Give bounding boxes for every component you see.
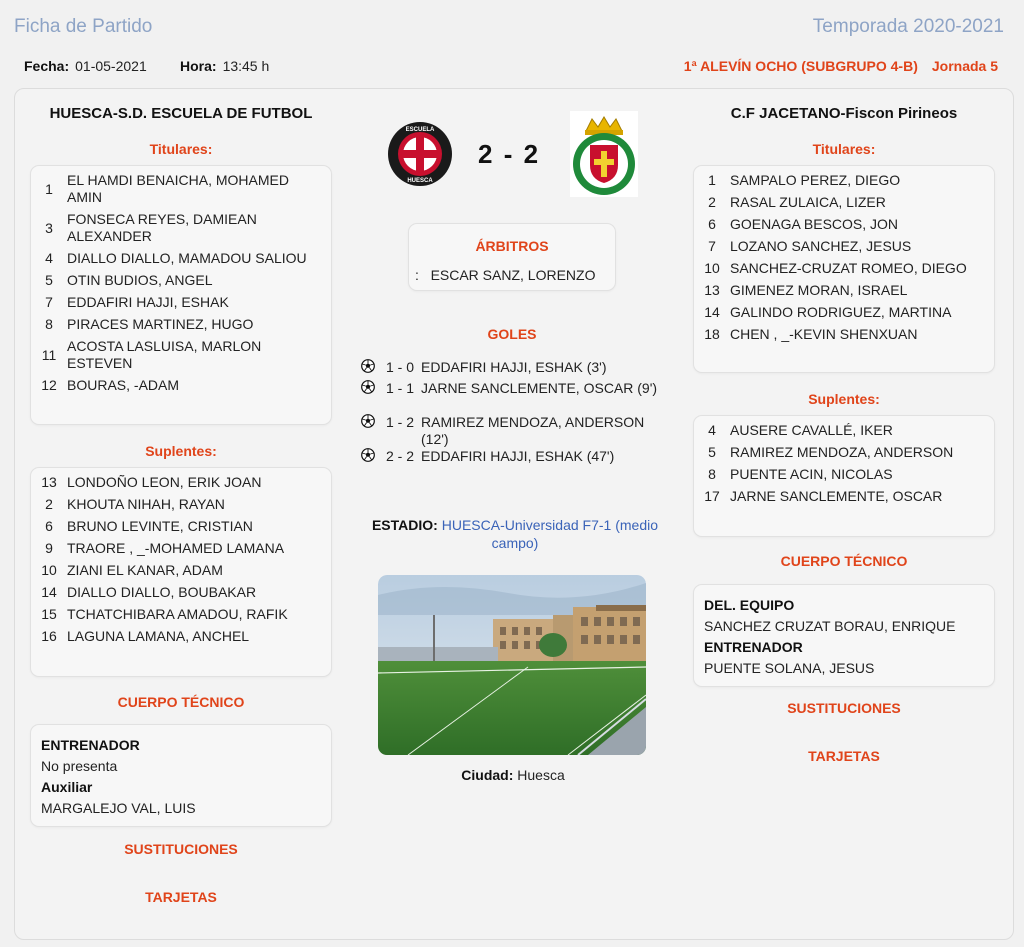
stadium-info: [360, 516, 670, 552]
away-staff-title: CUERPO TÉCNICO: [780, 553, 908, 569]
staff-role: ENTRENADOR: [41, 737, 140, 753]
referee-prefix: :: [415, 267, 419, 283]
goal-scorer: EDDAFIRI HAJJI, ESHAK (47'): [421, 448, 615, 464]
score-away: 2: [523, 139, 541, 169]
goal-row: [361, 359, 661, 377]
player-name[interactable]: DIALLO DIALLO, MAMADOU SALIOU: [67, 250, 307, 266]
player-name[interactable]: BRUNO LEVINTE, CRISTIAN: [67, 518, 253, 534]
referees-title: ÁRBITROS: [475, 238, 549, 254]
player-name[interactable]: SANCHEZ-CRUZAT ROMEO, DIEGO: [730, 260, 967, 276]
away-starters-title: Titulares:: [812, 141, 876, 157]
player-row[interactable]: [694, 172, 994, 189]
soccer-ball-icon: [361, 380, 379, 398]
player-number: 15: [41, 606, 57, 622]
city-label: Ciudad:: [461, 767, 514, 783]
date-value: 01-05-2021: [75, 58, 147, 74]
player-row[interactable]: [31, 377, 331, 394]
away-staff-box: [693, 584, 995, 687]
home-substitutions-title: SUSTITUCIONES: [124, 841, 238, 857]
score-separator: -: [503, 139, 515, 169]
player-number: 11: [41, 346, 57, 363]
away-team-name[interactable]: C.F JACETANO-Fiscon Pirineos: [730, 105, 958, 122]
player-row[interactable]: [31, 211, 331, 245]
player-number: 3: [45, 219, 53, 236]
away-starters-box: [693, 165, 995, 373]
player-name[interactable]: FONSECA REYES, DAMIEAN ALEXANDER: [67, 211, 257, 244]
player-row[interactable]: [694, 282, 994, 299]
player-number: 1: [45, 180, 53, 197]
player-row[interactable]: [31, 628, 331, 645]
away-crest-icon[interactable]: [570, 111, 638, 197]
time-value: 13:45 h: [222, 58, 270, 74]
player-row[interactable]: [31, 584, 331, 601]
player-number: 12: [41, 377, 57, 393]
player-name[interactable]: RASAL ZULAICA, LIZER: [730, 194, 886, 210]
match-date: [24, 58, 147, 74]
player-name[interactable]: GALINDO RODRIGUEZ, MARTINA: [730, 304, 952, 320]
goal-row: [361, 414, 661, 448]
staff-name[interactable]: SANCHEZ CRUZAT BORAU, ENRIQUE: [704, 618, 956, 634]
player-row[interactable]: [694, 488, 994, 505]
away-substitutions-title: SUSTITUCIONES: [787, 700, 901, 716]
player-name[interactable]: LOZANO SANCHEZ, JESUS: [730, 238, 912, 254]
player-row[interactable]: [694, 466, 994, 483]
player-number: 6: [45, 518, 53, 534]
player-number: 9: [45, 540, 53, 556]
player-number: 14: [704, 304, 720, 320]
player-name[interactable]: EDDAFIRI HAJJI, ESHAK: [67, 294, 229, 310]
player-number: 10: [704, 260, 720, 276]
player-number: 5: [45, 272, 53, 288]
goal-score: 2 - 2: [385, 448, 414, 464]
away-subs-title: Suplentes:: [808, 391, 880, 407]
home-crest-icon[interactable]: [387, 121, 453, 187]
player-row[interactable]: [31, 562, 331, 579]
player-row[interactable]: [31, 606, 331, 623]
home-cards-title: TARJETAS: [145, 889, 217, 905]
referee-name: ESCAR SANZ, LORENZO: [430, 267, 596, 283]
goal-row: [361, 380, 661, 398]
home-subs-list: [31, 468, 331, 654]
player-number: 14: [41, 584, 57, 600]
stadium-link[interactable]: HUESCA-Universidad F7-1 (medio campo): [441, 517, 659, 551]
player-name[interactable]: RAMIREZ MENDOZA, ANDERSON: [730, 444, 954, 460]
player-name[interactable]: JARNE SANCLEMENTE, OSCAR: [730, 488, 943, 504]
referees-box: [408, 223, 616, 291]
competition-name[interactable]: 1ª ALEVÍN OCHO (SUBGRUPO 4-B): [683, 58, 918, 74]
player-name[interactable]: PIRACES MARTINEZ, HUGO: [67, 316, 254, 332]
player-number: 6: [708, 216, 716, 232]
home-staff-title: CUERPO TÉCNICO: [117, 694, 245, 710]
player-name[interactable]: PUENTE ACIN, NICOLAS: [730, 466, 893, 482]
staff-role: ENTRENADOR: [704, 639, 803, 655]
goal-score: 1 - 1: [385, 380, 414, 396]
home-subs-box: [30, 467, 332, 677]
player-row[interactable]: [31, 540, 331, 557]
time-label: Hora:: [180, 58, 217, 74]
score-home: 2: [478, 139, 495, 169]
player-row[interactable]: [694, 304, 994, 321]
player-name[interactable]: LAGUNA LAMANA, ANCHEL: [67, 628, 250, 644]
player-name[interactable]: TRAORE , _-MOHAMED LAMANA: [67, 540, 285, 556]
player-name[interactable]: OTIN BUDIOS, ANGEL: [67, 272, 213, 288]
staff-name[interactable]: MARGALEJO VAL, LUIS: [41, 800, 196, 816]
home-starters-title: Titulares:: [149, 141, 213, 157]
goal-row: [361, 448, 661, 466]
goal-scorer: RAMIREZ MENDOZA, ANDERSON (12'): [421, 414, 645, 447]
staff-name[interactable]: No presenta: [41, 758, 118, 774]
player-number: 4: [708, 422, 716, 438]
player-row[interactable]: [31, 294, 331, 311]
staff-role: DEL. EQUIPO: [704, 597, 795, 613]
home-crest-bottom-text: HUESCA: [407, 178, 433, 184]
goal-scorer: JARNE SANCLEMENTE, OSCAR (9'): [421, 380, 658, 396]
date-label: Fecha:: [24, 58, 70, 74]
staff-role: Auxiliar: [41, 779, 93, 795]
player-number: 7: [708, 238, 716, 254]
goal-score: 1 - 0: [385, 359, 414, 375]
player-name[interactable]: ACOSTA LASLUISA, MARLON ESTEVEN: [67, 338, 262, 371]
player-row[interactable]: [31, 172, 331, 206]
player-name[interactable]: CHEN , _-KEVIN SHENXUAN: [730, 326, 918, 342]
player-number: 18: [704, 326, 720, 342]
player-name[interactable]: EL HAMDI BENAICHA, MOHAMED AMIN: [67, 172, 289, 205]
referee-row: [415, 267, 615, 283]
round-label: Jornada 5: [931, 58, 998, 74]
home-team-name[interactable]: HUESCA-S.D. ESCUELA DE FUTBOL: [49, 105, 313, 122]
player-number: 2: [708, 194, 716, 210]
home-starters-list: [31, 166, 331, 403]
player-name[interactable]: SAMPALO PEREZ, DIEGO: [730, 172, 901, 188]
away-staff-list: [694, 585, 994, 689]
player-row[interactable]: [31, 474, 331, 491]
player-number: 4: [45, 250, 53, 266]
soccer-ball-icon: [361, 414, 379, 448]
player-row[interactable]: [31, 272, 331, 289]
away-cards-title: TARJETAS: [808, 748, 880, 764]
away-starters-list: [694, 166, 994, 352]
home-staff-list: [31, 725, 331, 829]
player-name[interactable]: ZIANI EL KANAR, ADAM: [67, 562, 223, 578]
player-name[interactable]: LONDOÑO LEON, ERIK JOAN: [67, 474, 262, 490]
player-row[interactable]: [31, 518, 331, 535]
player-row[interactable]: [31, 250, 331, 267]
staff-name[interactable]: PUENTE SOLANA, JESUS: [704, 660, 875, 676]
player-row[interactable]: [31, 316, 331, 333]
player-row[interactable]: [694, 194, 994, 211]
page-title: Ficha de Partido: [14, 16, 153, 37]
stadium-photo[interactable]: [378, 575, 646, 755]
goal-scorer: EDDAFIRI HAJJI, ESHAK (3'): [421, 359, 607, 375]
home-staff-box: [30, 724, 332, 827]
player-row[interactable]: [694, 260, 994, 277]
player-number: 10: [41, 562, 57, 578]
player-row[interactable]: [694, 422, 994, 439]
home-starters-box: [30, 165, 332, 425]
city-name: Huesca: [517, 767, 565, 783]
player-number: 5: [708, 444, 716, 460]
player-name[interactable]: TCHATCHIBARA AMADOU, RAFIK: [67, 606, 288, 622]
home-subs-title: Suplentes:: [145, 443, 217, 459]
season-label: Temporada 2020-2021: [812, 16, 1004, 37]
match-time: [180, 58, 269, 74]
player-row[interactable]: [31, 496, 331, 513]
city-info: [378, 767, 648, 783]
goal-score: 1 - 2: [385, 414, 414, 430]
player-name[interactable]: DIALLO DIALLO, BOUBAKAR: [67, 584, 257, 600]
player-row[interactable]: [694, 238, 994, 255]
player-name[interactable]: GIMENEZ MORAN, ISRAEL: [730, 282, 908, 298]
player-row[interactable]: [694, 326, 994, 343]
player-number: 13: [41, 474, 57, 490]
competition-info: [684, 58, 998, 74]
player-name[interactable]: BOURAS, -ADAM: [67, 377, 180, 393]
goals-title: GOLES: [487, 326, 537, 342]
player-number: 1: [708, 172, 716, 188]
player-row[interactable]: [694, 216, 994, 233]
player-number: 7: [45, 294, 53, 310]
player-number: 2: [45, 496, 53, 512]
player-number: 13: [704, 282, 720, 298]
player-name[interactable]: KHOUTA NIHAH, RAYAN: [67, 496, 225, 512]
soccer-ball-icon: [361, 359, 379, 377]
player-name[interactable]: GOENAGA BESCOS, JON: [730, 216, 899, 232]
player-number: 17: [704, 488, 720, 504]
player-name[interactable]: AUSERE CAVALLÉ, IKER: [730, 422, 893, 438]
player-number: 8: [45, 316, 53, 332]
stadium-label: ESTADIO:: [371, 517, 438, 533]
away-subs-box: [693, 415, 995, 537]
player-row[interactable]: [694, 444, 994, 461]
home-crest-top-text: ESCUELA: [405, 127, 435, 133]
player-row[interactable]: [31, 338, 331, 372]
soccer-ball-icon: [361, 448, 379, 466]
match-score: [478, 139, 540, 170]
away-subs-list: [694, 416, 994, 514]
player-number: 8: [708, 466, 716, 482]
player-number: 16: [41, 628, 57, 644]
